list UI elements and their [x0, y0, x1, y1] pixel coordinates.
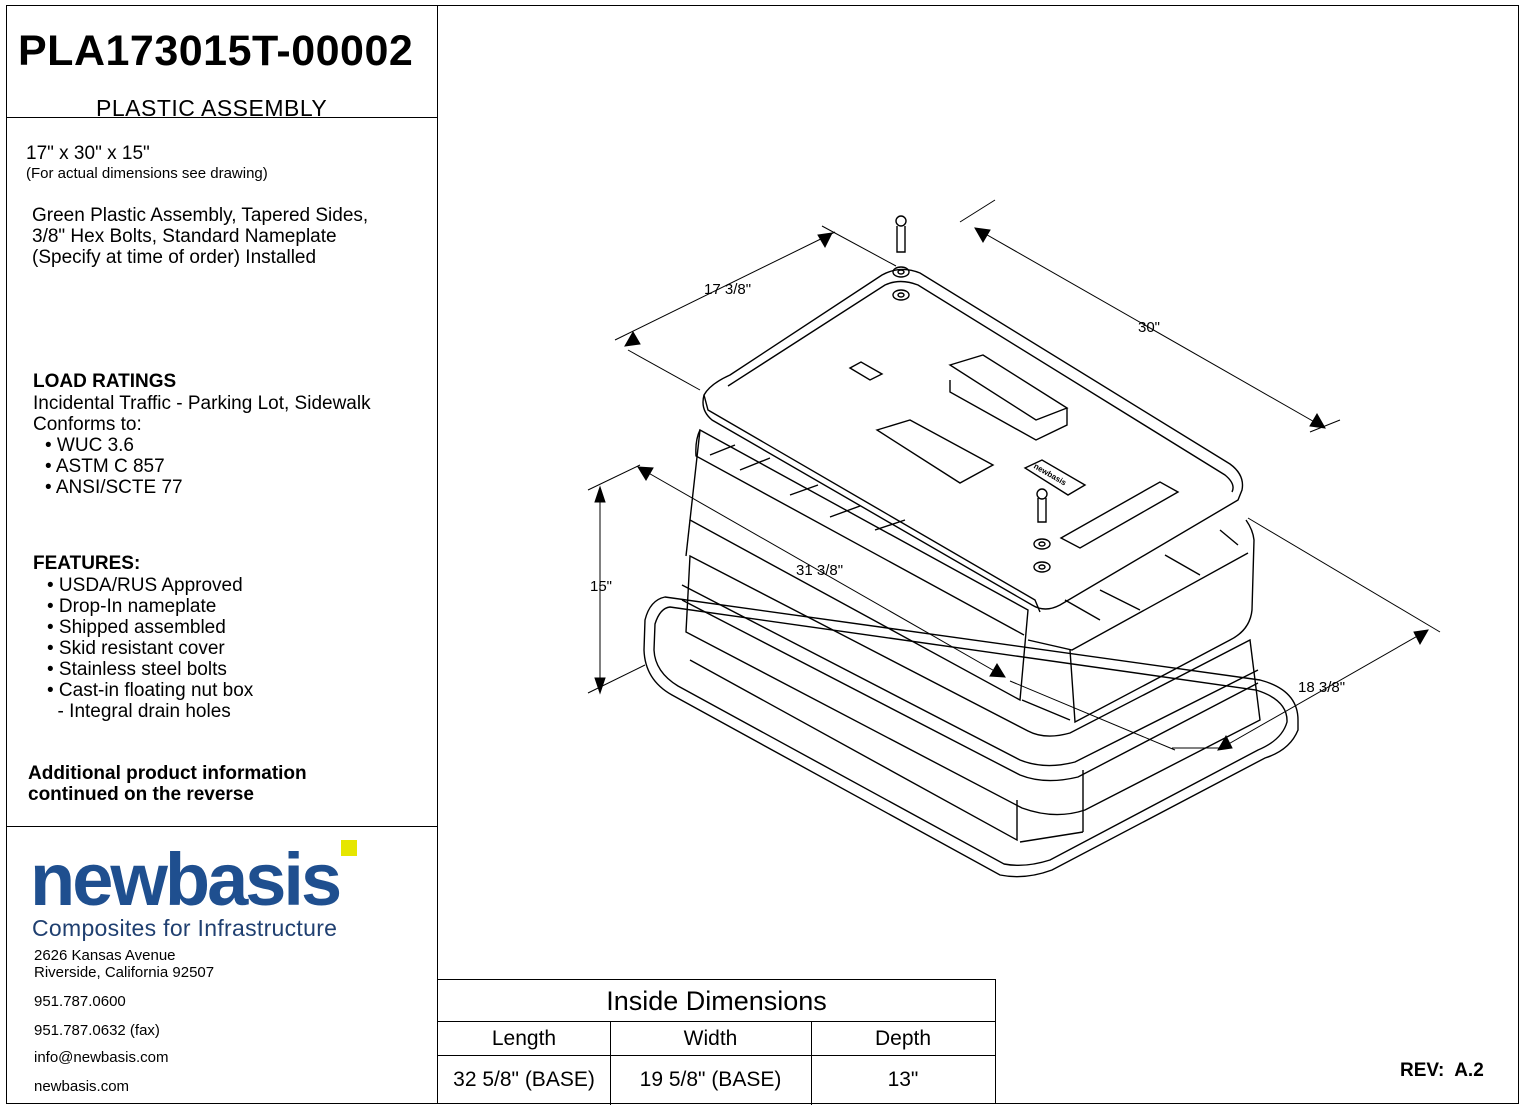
lower-body [682, 556, 1260, 842]
part-number: PLA173015T-00002 [18, 27, 414, 75]
feature-item: • Drop-In nameplate [47, 596, 217, 617]
traffic-rating: Incidental Traffic - Parking Lot, Sidewalk [33, 393, 371, 414]
standard-item: • ASTM C 857 [45, 456, 165, 477]
description-line: (Specify at time of order) Installed [32, 247, 317, 268]
dim-length-label: 30" [1138, 319, 1161, 336]
feature-item: • Shipped assembled [47, 617, 226, 638]
description-line: 3/8" Hex Bolts, Standard Nameplate [32, 226, 337, 247]
size-note: (For actual dimensions see drawing) [26, 165, 268, 182]
standard-item: • WUC 3.6 [45, 435, 134, 456]
load-ratings-heading: LOAD RATINGS [33, 371, 177, 392]
feature-item: • Stainless steel bolts [47, 659, 227, 680]
description-line: Green Plastic Assembly, Tapered Sides, [32, 205, 369, 226]
feature-item: • USDA/RUS Approved [47, 575, 243, 596]
feature-item: • Cast-in floating nut box [47, 680, 254, 701]
company-tagline: Composites for Infrastructure [32, 915, 338, 941]
lid [703, 269, 1243, 612]
additional-info-line: Additional product information [28, 763, 307, 784]
column-header: Length [491, 1027, 557, 1050]
company-website[interactable]: newbasis.com [34, 1078, 130, 1095]
column-header: Width [683, 1027, 738, 1050]
table-cell: 19 5/8" (BASE) [639, 1068, 782, 1091]
company-logo: newbasis [30, 838, 340, 921]
lid-logo: newbasis [1032, 461, 1068, 488]
features-heading: FEATURES: [33, 553, 141, 574]
address-line: 2626 Kansas Avenue [34, 947, 176, 964]
conforms-label: Conforms to: [33, 414, 142, 435]
base-flange [644, 597, 1298, 877]
nominal-size: 17" x 30" x 15" [26, 143, 150, 164]
company-fax: 951.787.0632 (fax) [34, 1022, 160, 1039]
table-title: Inside Dimensions [606, 985, 827, 1016]
product-subtitle: PLASTIC ASSEMBLY [96, 95, 328, 121]
feature-item: - Integral drain holes [47, 701, 231, 722]
dim-width-label: 17 3/8" [704, 281, 752, 298]
interior-ribs [710, 445, 1238, 620]
address-line: Riverside, California 92507 [34, 964, 215, 981]
company-phone: 951.787.0600 [34, 993, 126, 1010]
additional-info-line: continued on the reverse [28, 784, 254, 805]
nameplate-slots [850, 355, 1178, 548]
dim-base-length-label: 31 3/8" [796, 562, 844, 579]
dim-base-width-label: 18 3/8" [1298, 679, 1346, 696]
table-cell: 13" [887, 1068, 919, 1091]
dim-height-label: 15" [590, 578, 613, 595]
standard-item: • ANSI/SCTE 77 [45, 477, 183, 498]
inside-dimensions-table [438, 979, 996, 1104]
column-header: Depth [874, 1027, 932, 1050]
hex-bolts [893, 216, 1050, 572]
table-cell: 32 5/8" (BASE) [453, 1068, 595, 1091]
revision-label: REV: A.2 [1400, 1060, 1484, 1081]
feature-item: • Skid resistant cover [47, 638, 225, 659]
company-email[interactable]: info@newbasis.com [34, 1049, 169, 1066]
